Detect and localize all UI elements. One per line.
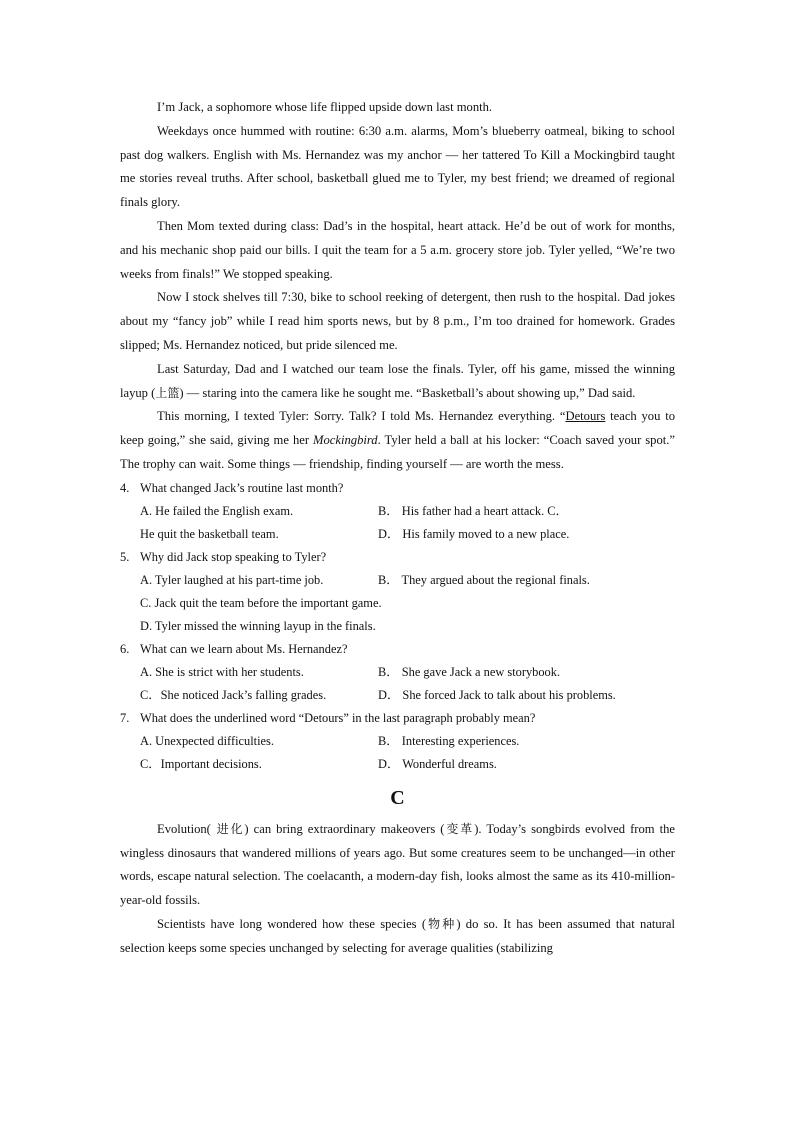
document-page [120, 96, 675, 961]
text-run: teach you to keep going,” she said, giving me her [120, 409, 675, 448]
question-5 [120, 546, 675, 569]
option-d: D． His family moved to a new place. [378, 526, 570, 541]
chinese-gloss: 变革 [444, 821, 475, 836]
passage-paragraph-1: I’m Jack, a sophomore whose life flipped upside down last month. [157, 100, 493, 114]
passage-paragraph-3: Then Mom texted during class: Dad’s in the hospital, heart attack. He’d be out of work for months, and his mechanic shop paid our bills. I quit the team for a 5 a.m. grocery store job. Tyler yelled, “We’re two weeks from finals!” We stopped speaking. [120, 218, 675, 281]
italic-title: Mockingbird [313, 433, 378, 448]
section-title: C [390, 786, 405, 809]
option-a: A. He failed the English exam. [140, 503, 294, 518]
option-c: C．Important decisions. [140, 756, 262, 771]
option-a: A. Unexpected difficulties. [140, 733, 274, 748]
chinese-gloss: 上篮 [155, 385, 180, 400]
question-number: 5. [120, 549, 130, 564]
option-b: B． She gave Jack a new storybook. [378, 664, 561, 679]
option-d: D． She forced Jack to talk about his problems. [378, 687, 616, 702]
text-run: Evolution( [157, 821, 211, 836]
question-4 [120, 477, 675, 500]
underlined-word: Detours [565, 409, 606, 424]
option-b: B． They argued about the regional finals. [378, 572, 590, 587]
question-4-options [120, 500, 675, 546]
section-c-paragraph-2 [120, 913, 675, 961]
chinese-gloss: 进化 [210, 821, 245, 836]
text-run: Scientists have long wondered how these species ( [157, 916, 427, 931]
question-7 [120, 707, 675, 730]
question-text: What changed Jack’s routine last month? [140, 480, 344, 495]
question-5-options [120, 569, 675, 638]
question-6 [120, 638, 675, 661]
option-c: C. Jack quit the team before the important game. [140, 595, 382, 610]
passage-paragraph-2: Weekdays once hummed with routine: 6:30 a.m. alarms, Mom’s blueberry oatmeal, biking to school past dog walkers. English with Ms. Hernandez was my anchor — her tattered To Kill a Mockingbird taught me stories reveal truths. After school, basketball glued me to Tyler, my best friend; we dreamed of regional finals glory. [120, 123, 675, 210]
question-text: Why did Jack stop speaking to Tyler? [140, 549, 327, 564]
option-b: B． His father had a heart attack. C． [378, 503, 568, 518]
option-a: A. Tyler laughed at his part-time job. [140, 572, 324, 587]
text-run: ). Today’s songbirds evolved from the wingless dinosaurs that wandered millions of years ago. But some creatures seem to be unchanged—in other words, escape natural selection. The coelacanth, a modern-day fish, looks almost the same as its 410-million-year-old fossils. [120, 821, 675, 908]
text-run: . Tyler held a ball at his locker: “Coach saved your spot.” The trophy can wait. Some things — friendship, finding yourself — are worth the mess. [120, 433, 675, 471]
option-c: He quit the basketball team. [140, 526, 279, 541]
text-run: ) — staring into the camera like he sought me. “Basketball’s about showing up,” Dad said. [179, 385, 636, 400]
text-run: ) can bring extraordinary makeovers ( [244, 821, 445, 836]
chinese-gloss: 物种 [426, 916, 457, 931]
section-c-paragraph-1 [120, 818, 675, 913]
question-6-options [120, 661, 675, 707]
option-a: A. She is strict with her students. [140, 664, 304, 679]
question-number: 6. [120, 641, 130, 656]
question-7-options [120, 730, 675, 776]
question-number: 7. [120, 710, 130, 725]
option-c: C．She noticed Jack’s falling grades. [140, 687, 327, 702]
option-b: B． Interesting experiences. [378, 733, 520, 748]
text-run: This morning, I texted Tyler: Sorry. Talk? I told Ms. Hernandez everything. “ [157, 409, 566, 424]
passage-paragraph-5 [120, 358, 675, 406]
text-run: ) do so. It has been assumed that natural selection keeps some species unchanged by selecting for average qualities (stabilizing [120, 916, 675, 955]
passage-paragraph-4: Now I stock shelves till 7:30, bike to school reeking of detergent, then rush to the hospital. Dad jokes about my “fancy job” while I read him sports news, but by 8 p.m., I’m too drained for homework. Grades slipped; Ms. Hernandez noticed, but pride silenced me. [120, 290, 675, 352]
question-text: What does the underlined word “Detours” in the last paragraph probably mean? [140, 710, 536, 725]
text-run: Last Saturday, Dad and I watched our team lose the finals. Tyler, off his game, missed the winning layup ( [120, 361, 675, 400]
question-text: What can we learn about Ms. Hernandez? [140, 641, 348, 656]
question-number: 4. [120, 480, 130, 495]
option-d: D． Wonderful dreams. [378, 756, 497, 771]
option-d: D. Tyler missed the winning layup in the finals. [140, 618, 376, 633]
passage-paragraph-6 [120, 405, 675, 476]
